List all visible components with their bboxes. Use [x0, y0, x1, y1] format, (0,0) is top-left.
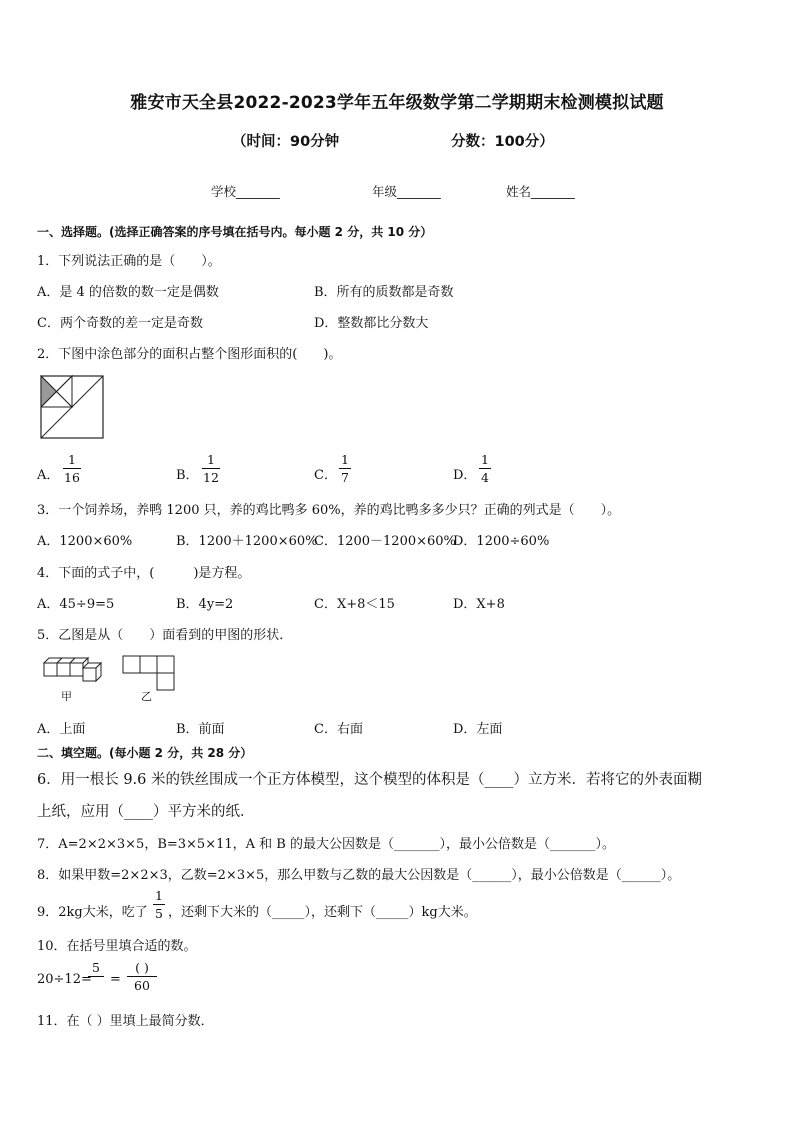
q3-option-c[interactable]: C．1200－1200×60%	[314, 534, 456, 549]
q1-stem: 1．下列说法正确的是（ ）。	[37, 254, 221, 269]
q2-square-figure	[41, 376, 103, 438]
q5-option-c[interactable]: C．右面	[314, 722, 363, 737]
q10-stem: 10．在括号里填合适的数。	[37, 939, 197, 954]
q5-grid-figure-yi	[123, 656, 175, 690]
q5-cube-figure-jia	[44, 655, 104, 681]
q10-expression: 20÷12=	[37, 972, 92, 987]
q1-option-c[interactable]: C．两个奇数的差一定是奇数	[37, 316, 203, 331]
q5-option-b[interactable]: B．前面	[176, 722, 225, 737]
section2-heading: 二、填空题。(每小题 2 分，共 28 分）	[37, 746, 253, 760]
q10-fraction-1	[88, 960, 104, 993]
q10-equals: =	[110, 972, 121, 987]
q6-line-2: 上纸，应用（____）平方米的纸．	[37, 804, 255, 820]
q2-c-denominator: 7	[341, 470, 349, 485]
q5-label-jia: 甲	[61, 690, 72, 703]
q4-option-d[interactable]: D．X+8	[453, 597, 505, 612]
q5-label-yi: 乙	[141, 690, 152, 703]
q8: 8．如果甲数=2×2×3，乙数=2×3×5，那么甲数与乙数的最大公因数是（______），最小公倍数是（______）。	[37, 868, 681, 883]
q1-option-a[interactable]: A．是 4 的倍数的数一定是偶数	[37, 285, 219, 300]
school-field[interactable]: 学校_______	[211, 184, 280, 199]
q2-stem: 2．下图中涂色部分的面积占整个图形面积的( )。	[37, 347, 342, 362]
q4-option-a[interactable]: A．45÷9=5	[37, 597, 115, 612]
grade-field[interactable]: 年级_______	[372, 184, 441, 199]
q3-option-a[interactable]: A．1200×60%	[37, 534, 133, 549]
q2-option-d-fraction[interactable]	[479, 452, 491, 485]
name-field[interactable]: 姓名_______	[506, 184, 575, 199]
q4-option-b[interactable]: B．4y=2	[176, 597, 234, 612]
q4-stem: 4．下面的式子中，( )是方程。	[37, 566, 251, 581]
q2-d-denominator: 4	[481, 470, 489, 485]
q9-prefix: 9．2kg大米，吃了	[37, 905, 148, 920]
q3-option-b[interactable]: B．1200＋1200×60%	[176, 534, 318, 549]
q10-numerator-1: 5	[92, 960, 100, 975]
q2-option-b-label[interactable]: B．	[176, 468, 199, 483]
q9-numerator: 1	[155, 888, 163, 903]
exam-title: 雅安市天全县2022-2023学年五年级数学第二学期期末检测模拟试题	[130, 93, 664, 113]
q10-fraction-2[interactable]	[127, 960, 157, 993]
q5-option-a[interactable]: A．上面	[37, 722, 86, 737]
q2-option-b-fraction[interactable]	[202, 452, 220, 485]
q5-option-d[interactable]: D．左面	[453, 722, 503, 737]
q2-d-numerator: 1	[481, 452, 489, 467]
q9-suffix: ，还剩下大米的（_____），还剩下（_____）kg大米。	[168, 905, 477, 920]
q1-option-b[interactable]: B．所有的质数都是奇数	[314, 285, 454, 300]
q4-option-c[interactable]: C．X+8＜15	[314, 597, 395, 612]
exam-score: 分数：100分）	[451, 134, 554, 150]
q7: 7．A=2×2×3×5，B=3×5×11，A 和 B 的最大公因数是（_______），最小公倍数是（_______）。	[37, 837, 615, 852]
q11-stem: 11．在（ ）里填上最简分数．	[37, 1014, 214, 1029]
q3-stem: 3．一个饲养场，养鸭 1200 只，养的鸡比鸭多 60%，养的鸡比鸭多多少只？正确的列式是（ ）。	[37, 503, 621, 518]
q9-denominator: 5	[155, 906, 163, 921]
q9-fraction	[153, 888, 165, 921]
q2-option-d-label[interactable]: D．	[453, 468, 477, 483]
q2-option-c-label[interactable]: C．	[314, 468, 337, 483]
q5-stem: 5．乙图是从（ ）面看到的甲图的形状．	[37, 628, 293, 643]
q2-c-numerator: 1	[341, 452, 349, 467]
exam-time: （时间：90分钟	[232, 134, 340, 150]
q2-option-a-fraction[interactable]	[63, 452, 81, 485]
q10-numerator-2[interactable]: ( )	[135, 960, 149, 975]
q2-b-denominator: 12	[203, 470, 219, 485]
q6-line-1: 6．用一根长 9.6 米的铁丝围成一个正方体模型，这个模型的体积是（____）立方米．若将它的外表面糊	[37, 772, 702, 788]
q10-denominator-2: 60	[134, 978, 150, 993]
q2-option-c-fraction[interactable]	[339, 452, 351, 485]
q2-a-denominator: 16	[64, 470, 80, 485]
q2-option-a-label[interactable]: A．	[37, 468, 60, 483]
q2-a-numerator: 1	[68, 452, 76, 467]
q2-b-numerator: 1	[207, 452, 215, 467]
q1-option-d[interactable]: D．整数都比分数大	[314, 316, 429, 331]
section1-heading: 一、选择题。(选择正确答案的序号填在括号内。每小题 2 分，共 10 分）	[37, 225, 433, 239]
q3-option-d[interactable]: D．1200÷60%	[453, 534, 550, 549]
